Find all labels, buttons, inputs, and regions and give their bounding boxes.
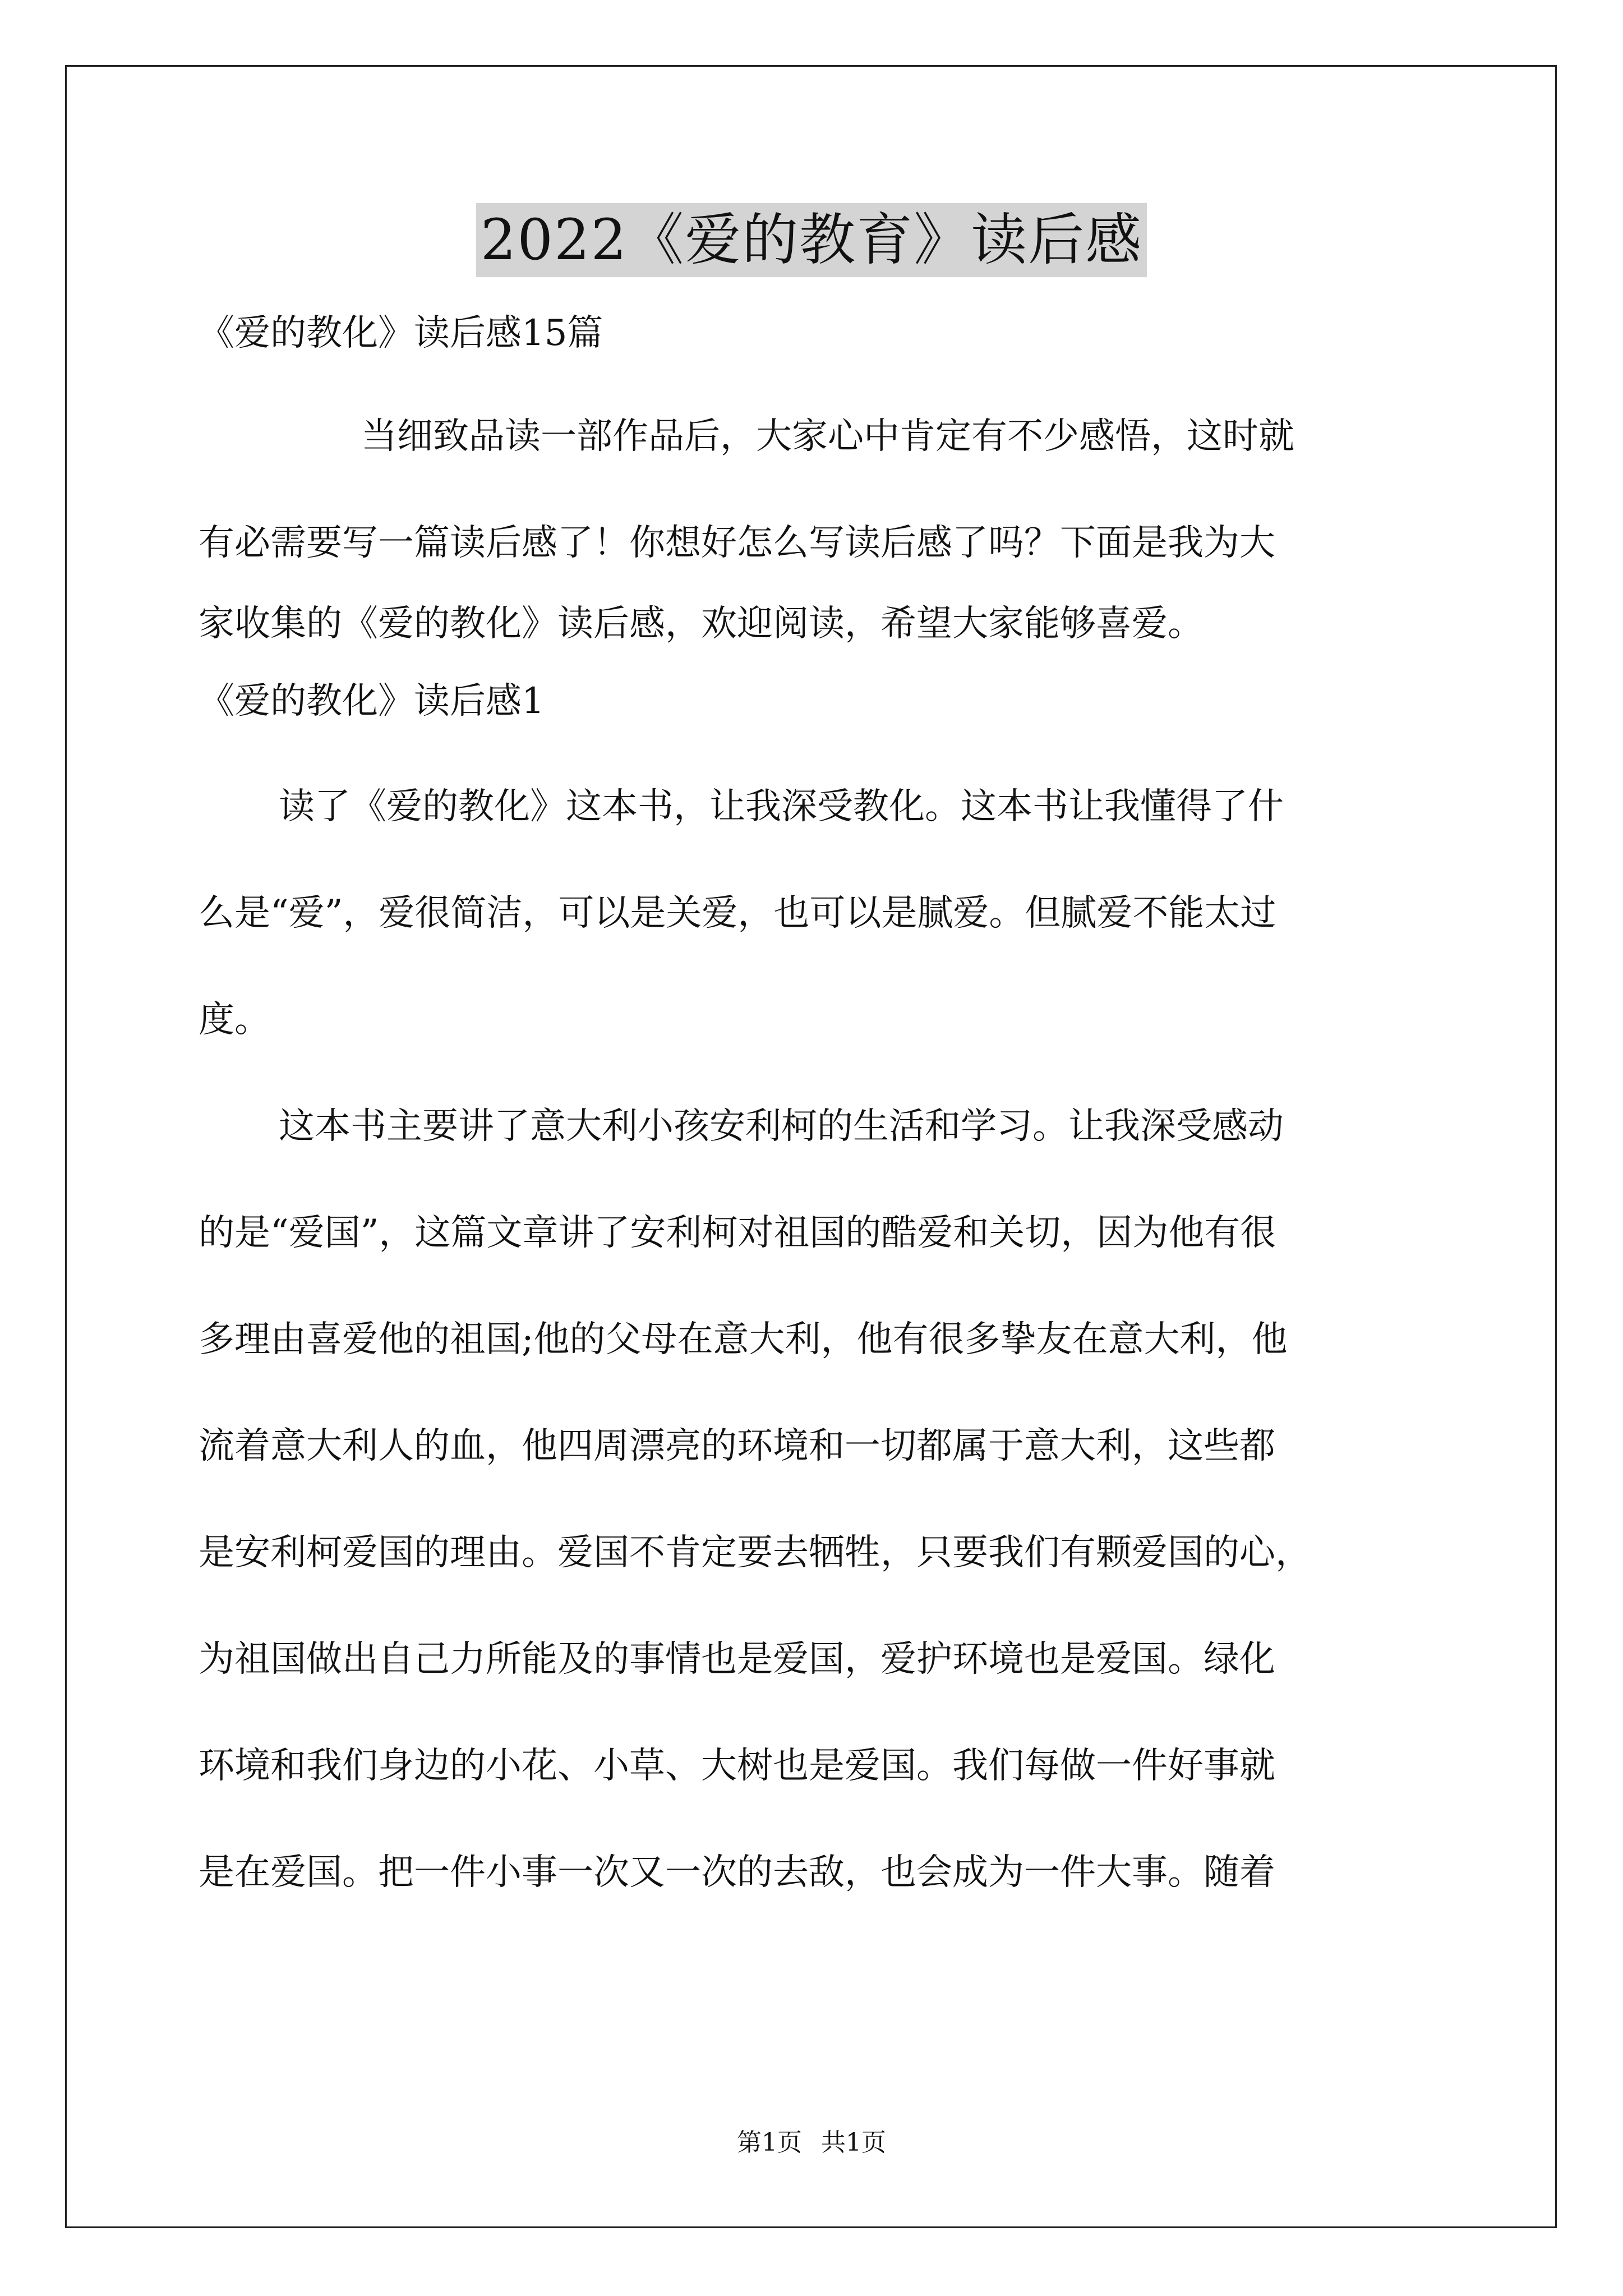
paragraph-line: 的是“爱国”，这篇文章讲了安利柯对祖国的酷爱和关切，因为他有很 [199, 1212, 1276, 1254]
paragraph-line: 流着意大利人的血，他四周漂亮的环境和一切都属于意大利，这些都 [199, 1425, 1275, 1467]
paragraph-1 [199, 753, 1427, 1073]
intro-line: 当细致品读一部作品后，大家心中肯定有不少感悟，这时就 [361, 416, 1294, 457]
section-heading: 《爱的教化》读后感1 [199, 680, 545, 722]
paragraph-line: 环境和我们身边的小花、小草、大树也是爱国。我们每做一件好事就 [199, 1745, 1275, 1787]
paragraph-line: 为祖国做出自己力所能及的事情也是爱国，爱护环境也是爱国。绿化 [199, 1639, 1275, 1680]
page-number: 第1页 [737, 2128, 802, 2157]
subtitle-heading: 《爱的教化》读后感15篇 [199, 312, 603, 354]
title-container [0, 203, 1623, 277]
paragraph-line: 读了《爱的教化》这本书，让我深受教化。这本书让我懂得了什 [279, 786, 1284, 827]
paragraph-line: 这本书主要讲了意大利小孩安利柯的生活和学习。让我深受感动 [279, 1106, 1284, 1147]
page-total: 共1页 [821, 2128, 886, 2157]
paragraph-line: 么是“爱”，爱很简洁，可以是关爱，也可以是腻爱。但腻爱不能太过 [199, 892, 1276, 934]
paragraph-line: 度。 [199, 999, 270, 1041]
document-title: 2022《爱的教育》读后感 [476, 203, 1147, 277]
paragraph-2 [199, 1073, 1427, 1926]
paragraph-line: 是在爱国。把一件小事一次又一次的去敌，也会成为一件大事。随着 [199, 1852, 1275, 1893]
paragraph-line: 是安利柯爱国的理由。爱国不肯定要去牺牲，只要我们有颗爱国的心， [199, 1532, 1311, 1573]
intro-line: 家收集的《爱的教化》读后感，欢迎阅读，希望大家能够喜爱。 [199, 603, 1204, 645]
intro-paragraph [199, 383, 1427, 651]
paragraph-line: 多理由喜爱他的祖国;他的父母在意大利，他有很多挚友在意大利，他 [199, 1319, 1288, 1360]
intro-line: 有必需要写一篇读后感了！你想好怎么写读后感了吗？下面是我为大 [199, 522, 1275, 564]
document-body [199, 306, 1427, 1926]
page-footer [0, 2126, 1623, 2160]
